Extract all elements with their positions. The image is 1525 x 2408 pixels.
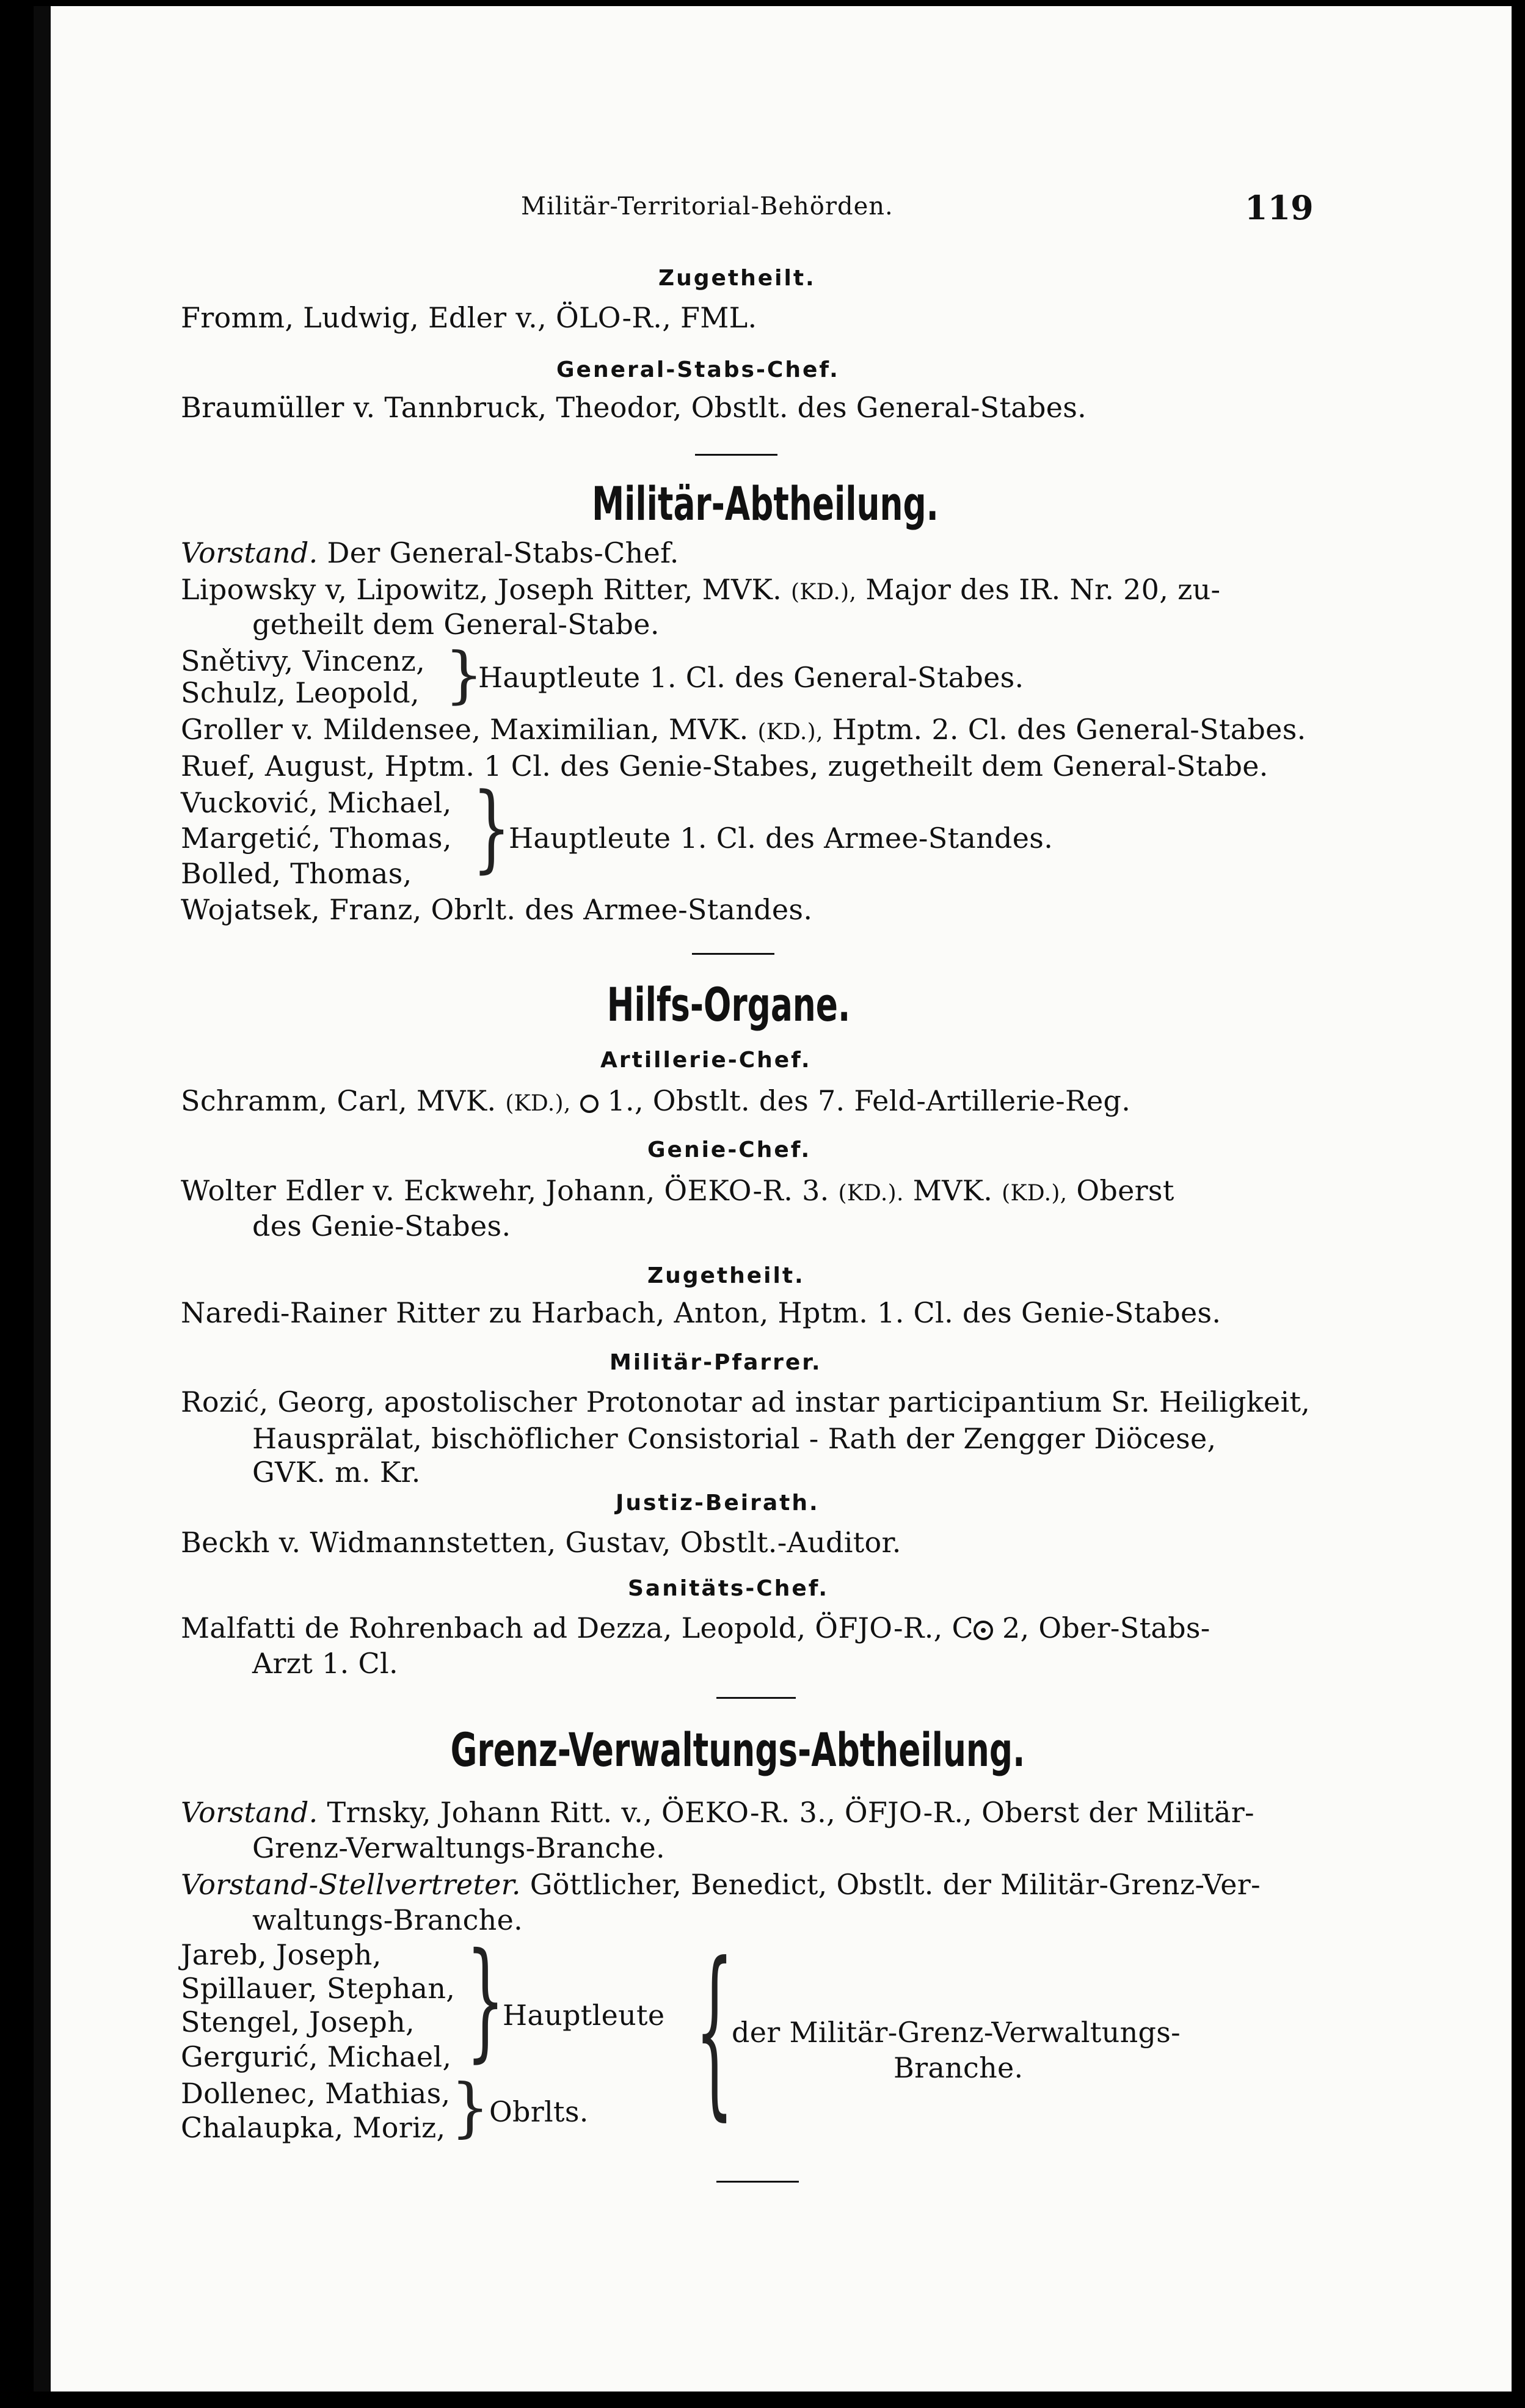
page-number: 119 — [1245, 188, 1314, 227]
order-circle-icon — [580, 1095, 599, 1113]
brace-right: } — [445, 639, 484, 710]
schramm-text: Schramm, Carl, MVK. — [181, 1084, 497, 1117]
entry-rozic-1: Rozić, Georg, apostolischer Protonotar ad instar participantium Sr. Heiligkeit, — [181, 1385, 1311, 1418]
lipowsky-rank: Major des IR. Nr. 20, zu- — [865, 573, 1221, 606]
entry-wolter — [181, 1174, 1174, 1207]
grenz-vorstand-label: Vorstand. — [181, 1796, 318, 1829]
entry-jareb: Jareb, Joseph, — [181, 1938, 382, 1971]
divider-rule — [692, 953, 774, 955]
entry-beckh: Beckh v. Widmannstetten, Gustav, Obstlt.-Auditor. — [181, 1526, 901, 1559]
heading-artillerie-chef: Artillerie-Chef. — [600, 1048, 812, 1073]
section-title-hilfs-organe: Hilfs-Organe. — [606, 977, 851, 1032]
wolter-kd: (KD.). — [838, 1181, 904, 1206]
brace-right: } — [466, 1925, 505, 2075]
entry-bolled: Bolled, Thomas, — [181, 857, 412, 890]
heading-sanitaets-chef: Sanitäts-Chef. — [628, 1576, 829, 1601]
grenz-stellvertreter-line — [181, 1868, 1261, 1901]
entry-snetivy: Snětivy, Vincenz, — [181, 644, 425, 677]
entry-fromm: Fromm, Ludwig, Edler v., ÖLO-R., FML. — [181, 301, 757, 334]
entry-margetic: Margetić, Thomas, — [181, 822, 452, 855]
entry-spillauer: Spillauer, Stephan, — [181, 1972, 456, 2005]
heading-zugetheilt: Zugetheilt. — [658, 266, 816, 291]
entry-braumueller: Braumüller v. Tannbruck, Theodor, Obstlt. des General-Stabes. — [181, 391, 1087, 424]
order-circle-dot-icon — [974, 1621, 993, 1640]
entry-lipowsky-cont: getheilt dem General-Stabe. — [252, 608, 660, 641]
heading-general-stabs-chef: General-Stabs-Chef. — [556, 357, 840, 382]
entry-wojatsek: Wojatsek, Franz, Obrlt. des Armee-Standes. — [181, 893, 813, 926]
entry-lipowsky — [181, 573, 1220, 606]
grenz-stellvertreter-label: Vorstand-Stellvertreter. — [181, 1868, 521, 1901]
entry-rozic-2: Hausprälat, bischöflicher Consistorial - Rath der Zengger Diöcese, — [252, 1422, 1217, 1455]
groller-text: Groller v. Mildensee, Maximilian, MVK. — [181, 713, 749, 746]
section-title-grenz-verwaltungs-abtheilung: Grenz-Verwaltungs-Abtheilung. — [450, 1723, 1025, 1777]
divider-rule — [716, 1697, 796, 1699]
section-title-militaer-abtheilung: Militär-Abtheilung. — [592, 476, 939, 531]
group1-rank: Hauptleute 1. Cl. des General-Stabes. — [478, 661, 1024, 694]
document-page — [34, 6, 1512, 2392]
vorstand-text: Der General-Stabs-Chef. — [327, 536, 679, 569]
grenz-stellvertreter-text: Göttlicher, Benedict, Obstlt. der Militär-Grenz-Ver- — [530, 1868, 1261, 1901]
grenz-vorstand-line — [181, 1796, 1254, 1829]
entry-stengel: Stengel, Joseph, — [181, 2005, 415, 2038]
entry-wolter-cont: des Genie-Stabes. — [252, 1209, 511, 1242]
divider-rule — [695, 454, 777, 456]
groller-rank: Hptm. 2. Cl. des General-Stabes. — [832, 713, 1306, 746]
heading-militaer-pfarrer: Militär-Pfarrer. — [610, 1350, 822, 1375]
lipowsky-text: Lipowsky v, Lipowitz, Joseph Ritter, MVK. — [181, 573, 782, 606]
wolter-mvk: MVK. — [912, 1174, 993, 1207]
wolter-rank: Oberst — [1076, 1174, 1174, 1207]
group2-rank: Hauptleute 1. Cl. des Armee-Standes. — [509, 822, 1054, 855]
running-title: Militär-Territorial-Behörden. — [521, 192, 894, 221]
entry-ruef: Ruef, August, Hptm. 1 Cl. des Genie-Stabes, zugetheilt dem General-Stabe. — [181, 750, 1268, 783]
heading-justiz-beirath: Justiz-Beirath. — [616, 1490, 820, 1516]
schramm-rank: 1., Obstlt. des 7. Feld-Artillerie-Reg. — [607, 1084, 1131, 1117]
brace-right: } — [472, 772, 511, 883]
heading-genie-chef: Genie-Chef. — [647, 1137, 812, 1162]
grenz-stellvertreter-cont: waltungs-Branche. — [252, 1903, 523, 1936]
entry-vuckovic: Vucković, Michael, — [181, 786, 452, 819]
groller-kd: (KD.), — [757, 720, 823, 745]
rank-obrlts: Obrlts. — [489, 2095, 589, 2128]
entry-chalaupka: Chalaupka, Moriz, — [181, 2111, 446, 2144]
vorstand-label: Vorstand. — [181, 536, 318, 569]
wolter-text: Wolter Edler v. Eckwehr, Johann, ÖEKO-R. 3. — [181, 1174, 829, 1207]
entry-gergurić: Gergurić, Michael, — [181, 2040, 452, 2073]
grenz-vorstand-text: Trnsky, Johann Ritt. v., ÖEKO-R. 3., ÖFJO-R., Oberst der Militär- — [327, 1796, 1254, 1829]
brace-left: { — [695, 1923, 734, 2137]
entry-schramm — [181, 1084, 1130, 1117]
entry-malfatti-cont: Arzt 1. Cl. — [252, 1647, 398, 1680]
schramm-kd: (KD.), — [505, 1091, 571, 1116]
vorstand-line — [181, 536, 679, 569]
rank-hauptleute: Hauptleute — [503, 1999, 665, 2032]
branch-line-2: Branche. — [894, 2051, 1024, 2084]
malfatti-text: Malfatti de Rohrenbach ad Dezza, Leopold, ÖFJO-R., C — [181, 1611, 974, 1644]
entry-naredi: Naredi-Rainer Ritter zu Harbach, Anton, Hptm. 1. Cl. des Genie-Stabes. — [181, 1296, 1221, 1329]
grenz-vorstand-cont: Grenz-Verwaltungs-Branche. — [252, 1831, 665, 1864]
lipowsky-kd: (KD.), — [791, 580, 857, 605]
branch-line-1: der Militär-Grenz-Verwaltungs- — [732, 2016, 1181, 2049]
wolter-kd-2: (KD.), — [1002, 1181, 1068, 1206]
entry-malfatti — [181, 1611, 1210, 1644]
entry-dollenec: Dollenec, Mathias, — [181, 2077, 451, 2110]
entry-groller — [181, 713, 1306, 746]
entry-rozic-3: GVK. m. Kr. — [252, 1456, 421, 1489]
divider-rule — [716, 2181, 799, 2183]
brace-right: } — [451, 2070, 490, 2145]
entry-schulz: Schulz, Leopold, — [181, 676, 420, 709]
heading-zugetheilt-2: Zugetheilt. — [647, 1263, 805, 1288]
malfatti-rank: 2, Ober-Stabs- — [1002, 1611, 1210, 1644]
